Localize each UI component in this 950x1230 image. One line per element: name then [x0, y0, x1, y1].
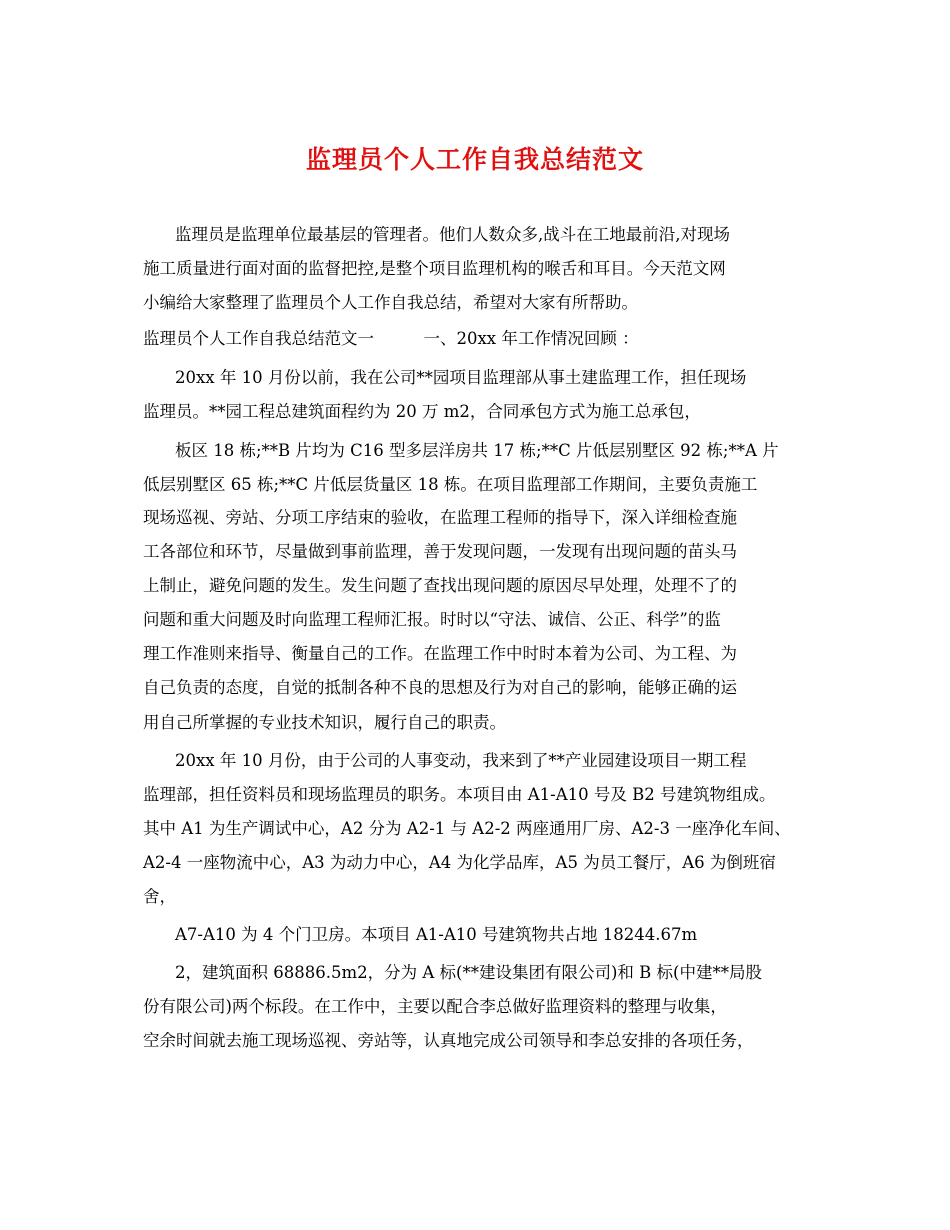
text-line: 监理部，担任资料员和现场监理员的职务。本项目由 A1-A10 号及 B2 号建筑物组成。 [143, 785, 776, 804]
text-line: 上制止，避免问题的发生。发生问题了查找出现问题的原因尽早处理，处理不了的 [143, 576, 737, 595]
text-line: 舍， [143, 887, 176, 906]
text-line: 20xx 年 10 月份，由于公司的人事变动，我来到了**产业园建设项目一期工程 [175, 751, 747, 770]
text-line: 低层别墅区 65 栋;**C 片低层货量区 18 栋。在项目监理部工作期间，主要负责施工 [143, 475, 758, 494]
text-line: 问题和重大问题及时向监理工程师汇报。时时以“守法、诚信、公正、科学”的监 [143, 610, 721, 629]
text-line: 板区 18 栋;**B 片均为 C16 型多层洋房共 17 栋;**C 片低层别墅区 92 栋;**A 片 [175, 441, 779, 460]
text-line: 份有限公司)两个标段。在工作中，主要以配合李总做好监理资料的整理与收集， [143, 997, 727, 1016]
text-line: 空余时间就去施工现场巡视、旁站等，认真地完成公司领导和李总安排的各项任务， [143, 1031, 754, 1050]
text-line: 小编给大家整理了监理员个人工作自我总结，希望对大家有所帮助。 [143, 293, 638, 312]
page-title: 监理员个人工作自我总结范文 [305, 145, 644, 174]
text-line: 20xx 年 10 月份以前，我在公司**园项目监理部从事土建监理工作，担任现场 [175, 368, 747, 387]
text-line: 用自己所掌握的专业技术知识，履行自己的职责。 [143, 713, 506, 732]
text-line: 监理员是监理单位最基层的管理者。他们人数众多,战斗在工地最前沿,对现场 [175, 225, 730, 244]
text-line: 自己负责的态度，自觉的抵制各种不良的思想及行为对自己的影响，能够正确的运 [143, 678, 737, 697]
text-line: A2-4 一座物流中心，A3 为动力中心，A4 为化学品库，A5 为员工餐厅，A6 为倒班宿 [143, 853, 776, 872]
text-line: 现场巡视、旁站、分项工序结束的验收，在监理工程师的指导下，深入详细检查施 [143, 508, 737, 527]
text-line: 2，建筑面积 68886.5m2，分为 A 标(**建设集团有限公司)和 B 标(中建**局股 [175, 963, 762, 982]
text-line: 监理员个人工作自我总结范文一 一、20xx 年工作情况回顾 ： [143, 329, 639, 348]
text-line: 工各部位和环节，尽量做到事前监理，善于发现问题，一发现有出现问题的苗头马 [143, 542, 737, 561]
text-line: 其中 A1 为生产调试中心，A2 分为 A2-1 与 A2-2 两座通用厂房、A2-3 一座净化车间、 [143, 819, 791, 838]
text-line: A7-A10 为 4 个门卫房。本项目 A1-A10 号建筑物共占地 18244.67m [175, 925, 698, 944]
text-line: 监理员。**园工程总建筑面程约为 20 万 m2，合同承包方式为施工总承包， [143, 402, 701, 421]
text-line: 施工质量进行面对面的监督把控,是整个项目监理机构的喉舌和耳目。今天范文网 [143, 259, 726, 278]
text-line: 理工作准则来指导、衡量自己的工作。在监理工作中时时本着为公司、为工程、为 [143, 644, 737, 663]
